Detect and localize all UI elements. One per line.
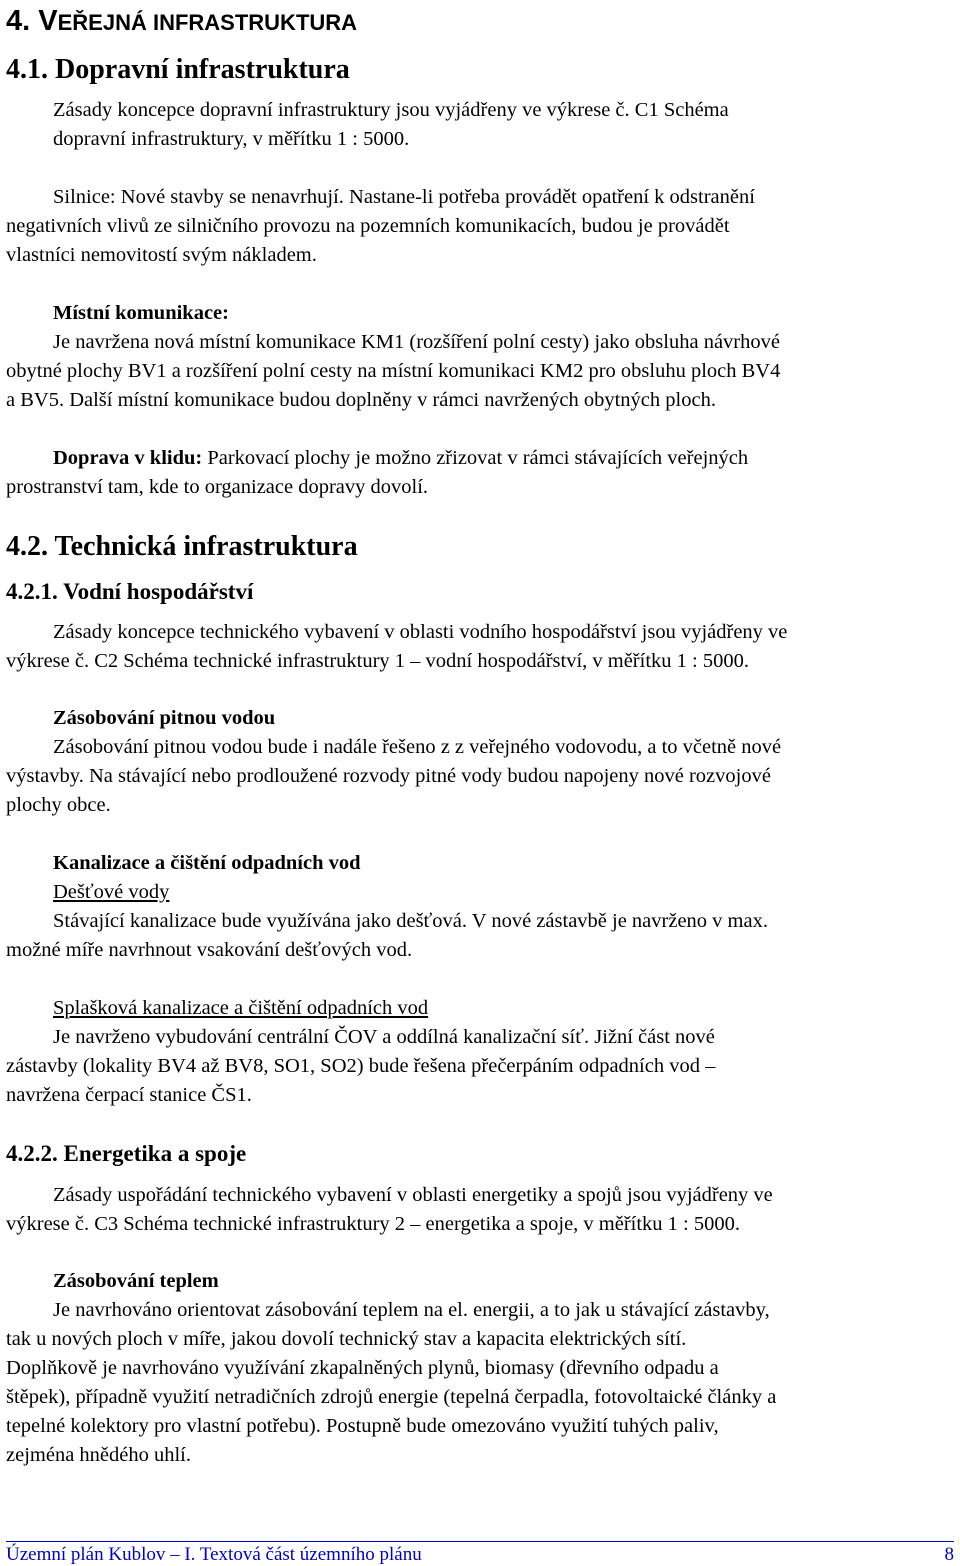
paragraph-splas [6, 1023, 954, 1110]
text-line: Doplňkově je navrhováno využívání zkapalněných plynů, biomasy (dřevního odpadu a [6, 1357, 719, 1379]
paragraph-voda [6, 733, 954, 820]
page-footer [6, 1541, 954, 1566]
text-line: Zásobování pitnou vodou bude i nadále řešeno z z veřejného vodovodu, a to včetně nové [53, 736, 782, 758]
chapter-number: 4. [6, 5, 31, 37]
text-line: výkrese č. C2 Schéma technické infrastruktury 1 – vodní hospodářství, v měřítku 1 : 5000. [6, 650, 749, 672]
paragraph-4-1-intro [53, 96, 954, 154]
chapter-title-initial: V [38, 5, 58, 37]
text-line: tak u nových ploch v míře, jakou dovolí technický stav a kapacita elektrických sítí. [6, 1328, 687, 1350]
teplo-title: Zásobování teplem [53, 1270, 219, 1292]
text-line: zejména hnědého uhlí. [6, 1444, 192, 1466]
silnice-label: Silnice: [53, 186, 116, 208]
section-heading-4-2: 4.2. Technická infrastruktura [6, 531, 358, 562]
text-line: prostranství tam, kde to organizace dopravy dovolí. [6, 476, 429, 498]
doprava-text: Parkovací plochy je možno zřizovat v rámci stávajících veřejných [202, 447, 749, 469]
text-line: negativních vlivů ze silničního provozu na pozemních komunikacích, budou je provádět [6, 215, 730, 237]
doprava-label: Doprava v klidu: [53, 447, 203, 469]
subsection-heading-4-2-2: 4.2.2. Energetika a spoje [6, 1141, 247, 1166]
paragraph-mistni [6, 328, 954, 415]
text-line: Stávající kanalizace bude využívána jako dešťová. V nové zástavbě je navrženo v max. [53, 910, 768, 932]
subsection-heading-4-2-1: 4.2.1. Vodní hospodářství [6, 579, 254, 604]
text-line: plochy obce. [6, 794, 111, 816]
text-line: dopravní infrastruktury, v měřítku 1 : 5000. [53, 128, 410, 150]
page-number: 8 [944, 1544, 954, 1565]
text-line: vlastníci nemovitostí svým nákladem. [6, 244, 317, 266]
text-line: Je navrhováno orientovat zásobování teplem na el. energii, a to jak u stávající zástavby, [53, 1299, 770, 1321]
silnice-text: Nové stavby se nenavrhují. Nastane-li potřeba provádět opatření k odstranění [115, 186, 755, 208]
text-line: Zásady koncepce dopravní infrastruktury jsou vyjádřeny ve výkrese č. C1 Schéma [53, 99, 729, 121]
text-line: Je navrženo vybudování centrální ČOV a oddílná kanalizační síť. Jižní část nové [53, 1026, 715, 1048]
text-line: zástavby (lokality BV4 až BV8, SO1, SO2) bude řešena přečerpáním odpadních vod – [6, 1055, 716, 1077]
chapter-title-rest: EŘEJNÁ INFRASTRUKTURA [57, 10, 358, 35]
paragraph-4-2-2-intro [6, 1181, 954, 1239]
text-line: tepelné kolektory pro vlastní potřebu). Postupně bude omezováno využití tuhých paliv, [6, 1415, 719, 1437]
paragraph-4-2-1-intro [6, 618, 954, 676]
mistni-label: Místní komunikace: [53, 302, 229, 324]
text-line: výkrese č. C3 Schéma technické infrastruktury 2 – energetika a spoje, v měřítku 1 : 5000. [6, 1213, 740, 1235]
paragraph-silnice [6, 183, 954, 270]
text-line: výstavby. Na stávající nebo prodloužené rozvody pitné vody budou napojeny nové rozvojové [6, 765, 771, 787]
paragraph-doprava [6, 444, 954, 502]
voda-title: Zásobování pitnou vodou [53, 707, 276, 729]
text-line [6, 183, 954, 212]
text-line: štěpek), případně využití netradičních zdrojů energie (tepelná čerpadla, fotovoltaické články a [6, 1386, 777, 1408]
text-line [6, 444, 954, 473]
paragraph-teplo [6, 1296, 954, 1470]
splas-title: Splašková kanalizace a čištění odpadních vod [53, 997, 429, 1019]
text-line: možné míře navrhnout vsakování dešťových vod. [6, 939, 413, 961]
destove-title: Dešťové vody [53, 881, 170, 903]
text-line: Zásady uspořádání technického vybavení v oblasti energetiky a spojů jsou vyjádřeny ve [53, 1184, 773, 1206]
paragraph-destove [6, 907, 954, 965]
text-line: navržena čerpací stanice ČS1. [6, 1084, 252, 1106]
text-line: a BV5. Další místní komunikace budou doplněny v rámci navržených obytných ploch. [6, 389, 716, 411]
text-line: Zásady koncepce technického vybavení v oblasti vodního hospodářství jsou vyjádřeny ve [53, 621, 788, 643]
text-line: Je navržena nová místní komunikace KM1 (rozšíření polní cesty) jako obsluha návrhové [53, 331, 780, 353]
text-line: obytné plochy BV1 a rozšíření polní cesty na místní komunikaci KM2 pro obsluhu ploch BV4 [6, 360, 781, 382]
section-heading-4-1: 4.1. Dopravní infrastruktura [6, 54, 350, 85]
footer-title: Územní plán Kublov – I. Textová část územního plánu [6, 1544, 422, 1565]
kanal-title: Kanalizace a čištění odpadních vod [53, 852, 361, 874]
chapter-heading [6, 4, 357, 40]
